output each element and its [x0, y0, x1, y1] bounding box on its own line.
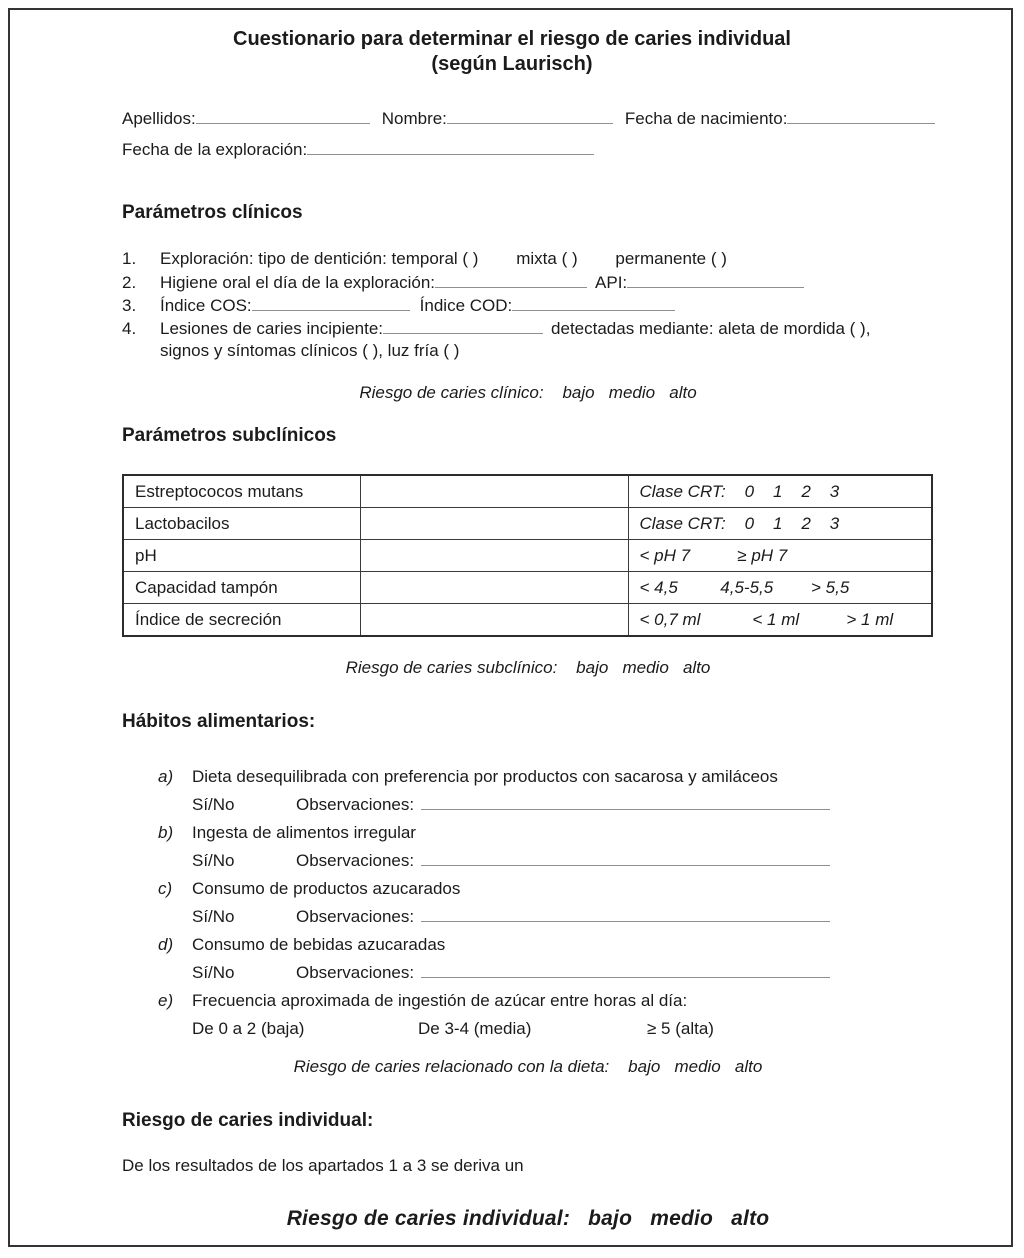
exam-date-row — [122, 139, 935, 161]
option-medium: De 3-4 (media) — [418, 1019, 532, 1038]
patient-identity-row — [122, 108, 935, 130]
table-row — [123, 572, 932, 604]
individual-risk-text: De los resultados de los apartados 1 a 3 se deriva un — [122, 1156, 524, 1175]
nombre-blank — [447, 108, 613, 124]
observaciones-label: Observaciones: — [296, 851, 415, 870]
sugar-frequency-options — [192, 1015, 940, 1043]
api-blank — [627, 272, 804, 288]
observaciones-label: Observaciones: — [296, 963, 415, 982]
table-cell-parameter: Índice de secreción — [123, 604, 360, 637]
habit-item — [158, 819, 940, 847]
individual-risk-line: Riesgo de caries individual: bajo medio alto — [286, 1207, 770, 1230]
table-cell-empty — [360, 572, 628, 604]
table-row — [123, 475, 932, 508]
item-text: signos y síntomas clínicos ( ), luz fría ( ) — [160, 341, 460, 360]
indice-cos-label: Índice COS: — [160, 296, 252, 315]
option-low: De 0 a 2 (baja) — [192, 1019, 305, 1038]
table-cell-scale: Clase CRT: 0 1 2 3 — [628, 508, 932, 540]
observaciones-label: Observaciones: — [296, 795, 415, 814]
habit-item — [158, 931, 940, 959]
dietary-habits-heading: Hábitos alimentarios: — [122, 711, 316, 732]
indice-cod-blank — [512, 295, 675, 311]
fecha-nacimiento-label: Fecha de nacimiento: — [624, 109, 788, 128]
table-cell-empty — [360, 508, 628, 540]
item-number: 3. — [122, 296, 137, 315]
item-letter: a) — [158, 767, 174, 786]
item-letter: e) — [158, 991, 174, 1010]
lesiones-label: Lesiones de caries incipiente: — [160, 319, 384, 338]
table-cell-empty — [360, 604, 628, 637]
item-text: Ingesta de alimentos irregular — [192, 823, 416, 842]
list-item — [122, 249, 944, 272]
title-line-1: Cuestionario para determinar el riesgo de caries individual — [233, 28, 791, 50]
item-letter: c) — [158, 879, 173, 898]
fecha-exploracion-blank — [307, 139, 594, 155]
habit-item — [158, 987, 940, 1015]
nombre-label: Nombre: — [381, 109, 447, 128]
observaciones-blank — [421, 906, 830, 922]
table-cell-scale: < 4,5 4,5-5,5 > 5,5 — [628, 572, 932, 604]
item-text: Exploración: tipo de dentición: temporal ( ) mixta ( ) permanente ( ) — [160, 249, 727, 268]
table-cell-parameter: Capacidad tampón — [123, 572, 360, 604]
si-no-label: Sí/No — [192, 851, 235, 870]
api-label: API: — [595, 273, 628, 292]
table-row — [123, 540, 932, 572]
item-label: Higiene oral el día de la exploración: — [160, 273, 436, 292]
item-text: Frecuencia aproximada de ingestión de azúcar entre horas al día: — [192, 991, 688, 1010]
observations-row — [192, 791, 830, 819]
lesiones-blank — [383, 318, 543, 334]
individual-risk-heading: Riesgo de caries individual: — [122, 1110, 374, 1131]
observaciones-blank — [421, 962, 830, 978]
observations-row — [192, 847, 830, 875]
table-cell-empty — [360, 475, 628, 508]
item-number: 4. — [122, 319, 137, 338]
item-letter: d) — [158, 935, 174, 954]
table-cell-parameter: Lactobacilos — [123, 508, 360, 540]
fecha-nacimiento-blank — [787, 108, 935, 124]
higiene-oral-blank — [435, 272, 587, 288]
clinical-risk-line: Riesgo de caries clínico: bajo medio alto — [359, 383, 697, 402]
table-cell-empty — [360, 540, 628, 572]
observations-row — [192, 903, 830, 931]
item-text: Consumo de bebidas azucaradas — [192, 935, 446, 954]
subclinical-risk-line: Riesgo de caries subclínico: bajo medio alto — [345, 658, 711, 677]
document-title — [0, 27, 1024, 77]
table-row — [123, 604, 932, 637]
table-cell-scale: < pH 7 ≥ pH 7 — [628, 540, 932, 572]
table-cell-scale: Clase CRT: 0 1 2 3 — [628, 475, 932, 508]
item-number: 2. — [122, 273, 137, 292]
indice-cos-blank — [252, 295, 410, 311]
table-cell-parameter: Estreptococos mutans — [123, 475, 360, 508]
habit-item — [158, 763, 940, 791]
si-no-label: Sí/No — [192, 907, 235, 926]
indice-cod-label: Índice COD: — [419, 296, 513, 315]
habit-item — [158, 875, 940, 903]
apellidos-blank — [196, 108, 370, 124]
detectadas-label: detectadas mediante: aleta de mordida ( ), — [551, 319, 871, 338]
subclinical-parameters-heading: Parámetros subclínicos — [122, 425, 337, 446]
item-text: Dieta desequilibrada con preferencia por productos con sacarosa y amiláceos — [192, 767, 778, 786]
item-number: 1. — [122, 249, 137, 268]
list-item — [122, 295, 944, 318]
observaciones-blank — [421, 794, 830, 810]
table-row — [123, 508, 932, 540]
list-item — [122, 272, 944, 295]
list-item — [122, 318, 944, 341]
si-no-label: Sí/No — [192, 795, 235, 814]
clinical-parameters-list — [122, 249, 944, 364]
title-line-2: (según Laurisch) — [431, 53, 593, 75]
item-text: Consumo de productos azucarados — [192, 879, 461, 898]
table-cell-parameter: pH — [123, 540, 360, 572]
observations-row — [192, 959, 830, 987]
option-high: ≥ 5 (alta) — [647, 1019, 714, 1038]
observaciones-blank — [421, 850, 830, 866]
item-letter: b) — [158, 823, 174, 842]
list-item-continuation — [122, 341, 944, 364]
table-cell-scale: < 0,7 ml < 1 ml > 1 ml — [628, 604, 932, 637]
subclinical-parameters-table — [122, 474, 933, 637]
dietary-habits-list — [158, 763, 940, 1043]
apellidos-label: Apellidos: — [122, 109, 196, 128]
fecha-exploracion-label: Fecha de la exploración: — [122, 140, 308, 159]
observaciones-label: Observaciones: — [296, 907, 415, 926]
clinical-parameters-heading: Parámetros clínicos — [122, 202, 303, 223]
si-no-label: Sí/No — [192, 963, 235, 982]
diet-risk-line: Riesgo de caries relacionado con la dieta: bajo medio alto — [293, 1057, 763, 1076]
